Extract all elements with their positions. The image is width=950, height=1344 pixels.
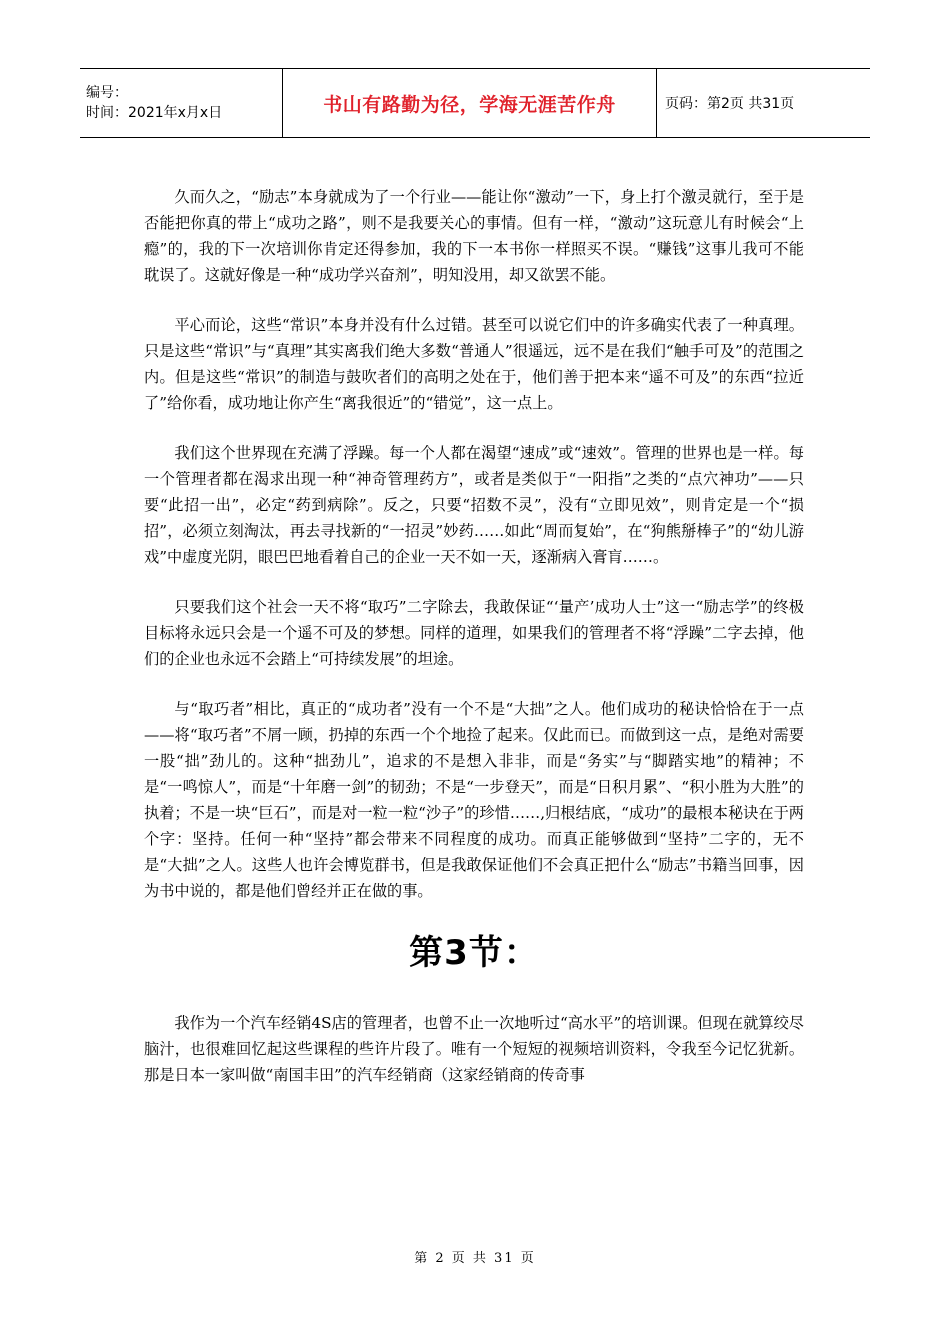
header-page-info: 页码：第2页 共31页 bbox=[665, 96, 795, 112]
header-motto bbox=[283, 69, 657, 137]
time-label: 时间：2021年x月x日 bbox=[86, 105, 223, 121]
page-header bbox=[80, 68, 870, 138]
paragraph: 我们这个世界现在充满了浮躁。每一个人都在渴望“速成”或“速效”。管理的世界也是一样。每一个管理者都在渴求出现一种“神奇管理药方”，或者是类似于“一阳指”之类的“点穴神功”——只要“此招一出”，必定“药到病除”。反之，只要“招数不灵”，没有“立即见效”，则肯定是一个“损招”，必须立刻淘汰，再去寻找新的“一招灵”妙药……如此“周而复始”，在“狗熊掰棒子”的“幼儿游戏”中虚度光阴，眼巴巴地看着自己的企业一天不如一天，逐渐病入膏肓……。 bbox=[144, 444, 804, 566]
header-meta bbox=[80, 69, 283, 137]
paragraph: 只要我们这个社会一天不将“取巧”二字除去，我敢保证“‘量产’成功人士”这一“励志学”的终极目标将永远只会是一个遥不可及的梦想。同样的道理，如果我们的管理者不将“浮躁”二字去掉，他们的企业也永远不会踏上“可持续发展”的坦途。 bbox=[144, 598, 804, 668]
paragraph: 与“取巧者”相比，真正的“成功者”没有一个不是“大拙”之人。他们成功的秘诀恰恰在于一点——将“取巧者”不屑一顾，扔掉的东西一个个地捡了起来。仅此而已。而做到这一点，是绝对需要一股“拙”劲儿的。这种“拙劲儿”，追求的不是想入非非，而是“务实”与“脚踏实地”的精神；不是“一鸣惊人”，而是“十年磨一剑”的韧劲；不是“一步登天”，而是“日积月累”、“积小胜为大胜”的执着；不是一块“巨石”，而是对一粒一粒“沙子”的珍惜……,归根结底，“成功”的最根本秘诀在于两个字：坚持。任何一种“坚持”都会带来不同程度的成功。而真正能够做到“坚持”二字的，无不是“大拙”之人。这些人也许会博览群书，但是我敢保证他们不会真正把什么“励志”书籍当回事，因为书中说的，都是他们曾经并正在做的事。 bbox=[144, 700, 804, 900]
paragraph: 平心而论，这些“常识”本身并没有什么过错。甚至可以说它们中的许多确实代表了一种真理。只是这些“常识”与“真理”其实离我们绝大多数“普通人”很遥远，远不是在我们“触手可及”的范围之内。但是这些“常识”的制造与鼓吹者们的高明之处在于，他们善于把本来“遥不可及”的东西“拉近了”给你看，成功地让你产生“离我很近”的“错觉”，这一点上。 bbox=[144, 316, 804, 412]
page-footer: 第 2 页 共 31 页 bbox=[414, 1251, 536, 1266]
motto-text: 书山有路勤为径，学海无涯苦作舟 bbox=[323, 93, 616, 116]
paragraph: 久而久之，“励志”本身就成为了一个行业——能让你“激动”一下，身上打个激灵就行，至于是否能把你真的带上“成功之路”，则不是我要关心的事情。但有一样，“激动”这玩意儿有时候会“上瘾”的，我的下一次培训你肯定还得参加，我的下一本书你一样照买不误。“赚钱”这事儿我可不能耽误了。这就好像是一种“成功学兴奋剂”，明知没用，却又欲罢不能。 bbox=[144, 188, 804, 284]
number-label: 编号： bbox=[86, 85, 128, 101]
section-title: 第3节： bbox=[409, 933, 539, 973]
paragraph: 我作为一个汽车经销4S店的管理者，也曾不止一次地听过“高水平”的培训课。但现在就算绞尽脑汁，也很难回忆起这些课程的些许片段了。唯有一个短短的视频培训资料，令我至今记忆犹新。那是日本一家叫做“南国丰田”的汽车经销商（这家经销商的传奇事 bbox=[144, 1014, 804, 1084]
document-body bbox=[144, 184, 804, 1112]
